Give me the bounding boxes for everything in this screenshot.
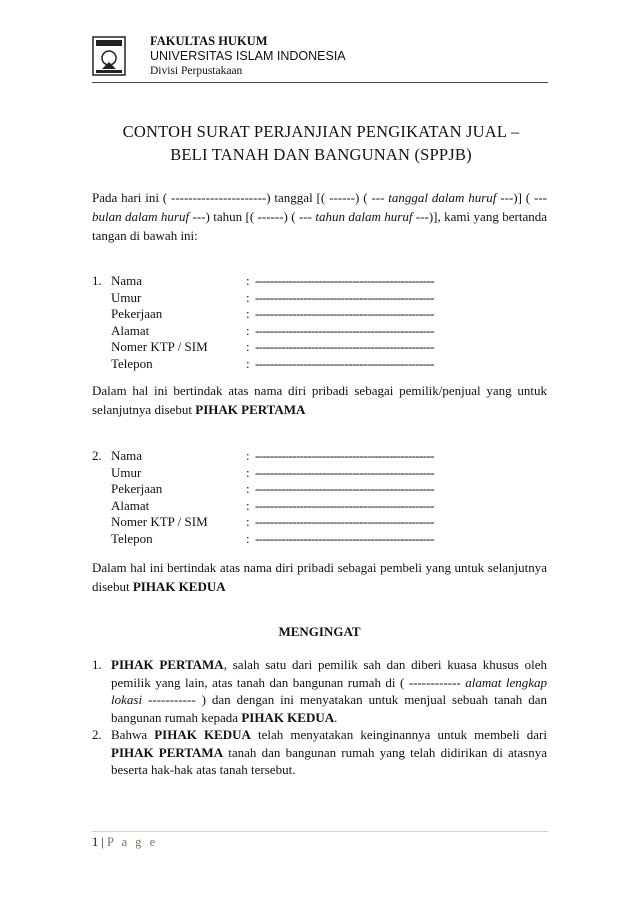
field-blank: ------------------------------------------------ (255, 448, 434, 463)
field-blank: ------------------------------------------------ (255, 306, 434, 321)
letterhead (92, 34, 548, 83)
item-italic-location: alamat lengkap lokasi (111, 674, 547, 707)
page-number: 1 (92, 835, 99, 849)
field-colon: : (246, 355, 250, 371)
field-row (92, 448, 547, 465)
item-text: tanah dan bangunan rumah yang telah didirikan di atasnya beserta hak-hak atas tanah tersebut. (111, 744, 547, 777)
field-label: Umur (111, 289, 142, 305)
item-text: ----------- ) dan dengan ini menyatakan untuk menjual sebuah tanah dan bangunan rumah kepada (111, 692, 547, 725)
party-1-number: 1. (92, 273, 102, 288)
field-label: Nama (111, 273, 143, 288)
field-blank: ------------------------------------------------ (255, 355, 434, 371)
intro-italic-date: tanggal dalam huruf (388, 190, 497, 205)
item-text: . (334, 709, 338, 725)
party-1-ref: PIHAK PERTAMA (111, 744, 224, 760)
page-footer (92, 835, 158, 850)
field-blank: ------------------------------------------------ (255, 289, 434, 305)
field-blank: ------------------------------------------------ (255, 273, 434, 288)
university-name: UNIVERSITAS ISLAM INDONESIA (150, 49, 346, 63)
field-label: Alamat (111, 497, 150, 513)
field-label: Pekerjaan (111, 306, 163, 321)
party-2-role: PIHAK KEDUA (132, 579, 226, 594)
field-row (92, 465, 547, 482)
party-1-role: PIHAK PERTAMA (195, 402, 306, 417)
footer-divider (92, 831, 548, 832)
field-colon: : (246, 273, 250, 288)
list-item (92, 656, 547, 726)
intro-text-1: Pada hari ini ( ----------------------) tanggal [( ------) ( --- (92, 190, 389, 205)
footer-separator: | (101, 835, 104, 849)
item-text: , salah satu dari pemilik sah dan diberi kuasa khusus oleh pemilik yang lain, atas tanah dan bangunan rumah di ( ------------ (111, 657, 547, 690)
field-colon: : (246, 481, 250, 496)
field-label: Telepon (111, 355, 153, 371)
party-2-ref: PIHAK KEDUA (241, 709, 335, 725)
title-line-1: CONTOH SURAT PERJANJIAN PENGIKATAN JUAL – (122, 122, 520, 141)
field-row (92, 306, 547, 323)
party-1-ref: PIHAK PERTAMA (111, 657, 224, 672)
intro-italic-year: tahun dalam huruf (315, 209, 413, 224)
field-row (92, 531, 547, 548)
faculty-name: FAKULTAS HUKUM (150, 34, 268, 48)
field-row (92, 290, 547, 307)
field-colon: : (246, 530, 250, 546)
field-label: Nomer KTP / SIM (111, 514, 208, 529)
field-blank: ------------------------------------------------ (255, 464, 434, 480)
field-row (92, 356, 547, 373)
party-1-fields (92, 273, 547, 372)
party-1-desc-text: Dalam hal ini bertindak atas nama diri pribadi sebagai pemilik/penjual yang untuk selanjutnya disebut (92, 383, 547, 417)
field-label: Nomer KTP / SIM (111, 339, 208, 354)
title-line-2: BELI TANAH DAN BANGUNAN (SPPJB) (170, 145, 472, 164)
page-label: P a g e (107, 835, 158, 849)
document-title (86, 120, 556, 166)
party-2-ref: PIHAK KEDUA (154, 727, 251, 742)
party-2-description (92, 558, 547, 596)
field-label: Alamat (111, 322, 150, 338)
field-label: Telepon (111, 530, 153, 546)
field-row (92, 339, 547, 356)
intro-text-4: ---)], kami yang bertanda tangan di bawah ini: (92, 209, 547, 243)
university-logo (92, 36, 126, 76)
party-2-desc-text: Dalam hal ini bertindak atas nama diri pribadi sebagai pembeli yang untuk selanjutnya disebut (92, 560, 547, 594)
intro-italic-month: bulan dalam huruf (92, 209, 190, 224)
field-row (92, 481, 547, 498)
field-colon: : (246, 322, 250, 338)
party-2-fields (92, 448, 547, 547)
list-number: 2. (92, 727, 102, 742)
field-blank: ------------------------------------------------ (255, 481, 434, 496)
field-colon: : (246, 339, 250, 354)
division-name: Divisi Perpustakaan (150, 65, 243, 77)
field-label: Pekerjaan (111, 481, 163, 496)
field-blank: ------------------------------------------------ (255, 497, 434, 513)
field-colon: : (246, 514, 250, 529)
item-text: Bahwa (111, 727, 155, 742)
field-colon: : (246, 497, 250, 513)
intro-text-2: ---)] ( --- (496, 190, 547, 205)
field-colon: : (246, 464, 250, 480)
field-blank: ------------------------------------------------ (255, 339, 434, 354)
field-row (92, 273, 547, 290)
field-colon: : (246, 289, 250, 305)
party-1-description (92, 381, 547, 419)
field-blank: ------------------------------------------------ (255, 530, 434, 546)
field-label: Umur (111, 464, 142, 480)
field-colon: : (246, 448, 250, 463)
section-heading: MENGINGAT (278, 624, 361, 639)
intro-text-3: ---) tahun [( ------) ( --- (189, 209, 316, 224)
list-item (92, 726, 547, 779)
field-row (92, 498, 547, 515)
item-text: telah menyatakan keinginannya untuk membeli dari (250, 727, 547, 742)
field-colon: : (246, 306, 250, 321)
field-blank: ------------------------------------------------ (255, 322, 434, 338)
field-label: Nama (111, 448, 143, 463)
list-number: 1. (92, 657, 102, 672)
field-row (92, 514, 547, 531)
mengingat-list (92, 656, 547, 779)
party-2-number: 2. (92, 448, 102, 463)
intro-paragraph (92, 188, 547, 245)
field-blank: ------------------------------------------------ (255, 514, 434, 529)
field-row (92, 323, 547, 340)
